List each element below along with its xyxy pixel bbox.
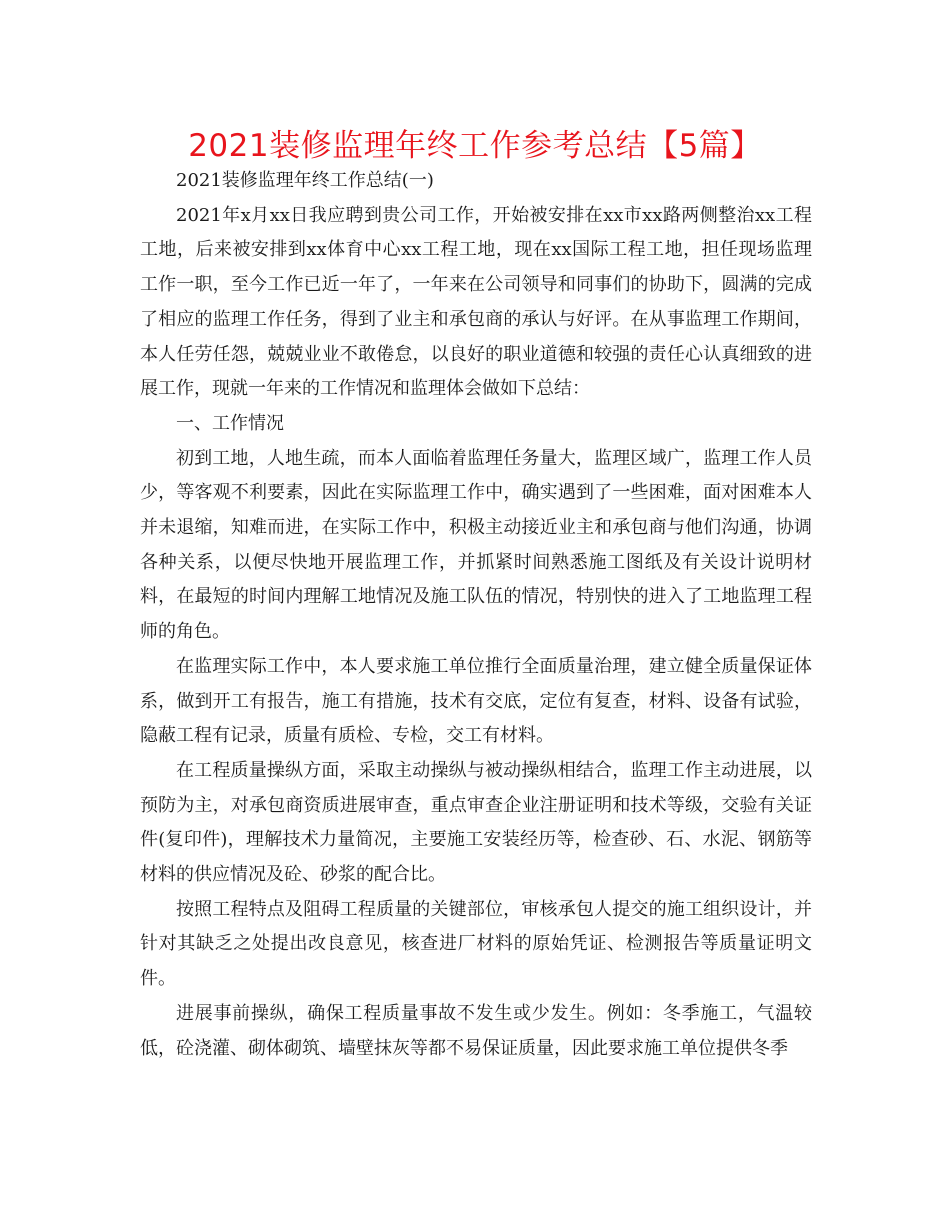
paragraph: 按照工程特点及阻碍工程质量的关键部位，审核承包人提交的施工组织设计，并针对其缺乏之处提出改良意见，核查进厂材料的原始凭证、检测报告等质量证明文件。 xyxy=(140,898,812,990)
paragraph: 2021年x月xx日我应聘到贵公司工作，开始被安排在xx市xx路两侧整治xx工程工地，后来被安排到xx体育中心xx工程工地，现在xx国际工程工地，担任现场监理工作一职，至今工作已近一年了，一年来在公司领导和同事们的协助下，圆满的完成了相应的监理工作任务，得到了业主和承包商的承认与好评。在从事监理工作期间，本人任劳任怨，兢兢业业不敢倦怠，以良好的职业道德和较强的责任心认真细致的进展工作，现就一年来的工作情况和监理体会做如下总结： xyxy=(140,204,812,400)
document-body xyxy=(140,164,812,1066)
document-title: 2021装修监理年终工作参考总结【5篇】 xyxy=(188,128,762,164)
section-heading: 2021装修监理年终工作总结(一) xyxy=(176,170,434,191)
subsection-heading: 一、工作情况 xyxy=(176,412,284,434)
paragraph: 初到工地，人地生疏，而本人面临着监理任务量大，监理区域广，监理工作人员少，等客观不利要素，因此在实际监理工作中，确实遇到了一些困难，面对困难本人并未退缩，知难而进，在实际工作中，积极主动接近业主和承包商与他们沟通，协调各种关系，以便尽快地开展监理工作，并抓紧时间熟悉施工图纸及有关设计说明材料，在最短的时间内理解工地情况及施工队伍的情况，特别快的进入了工地监理工程师的角色。 xyxy=(140,447,812,643)
paragraph: 在监理实际工作中，本人要求施工单位推行全面质量治理，建立健全质量保证体系，做到开工有报告，施工有措施，技术有交底，定位有复查，材料、设备有试验，隐蔽工程有记录，质量有质检、专检，交工有材料。 xyxy=(140,655,812,747)
paragraph: 在工程质量操纵方面，采取主动操纵与被动操纵相结合，监理工作主动进展，以预防为主，对承包商资质进展审查，重点审查企业注册证明和技术等级，交验有关证件(复印件)，理解技术力量简况，主要施工安装经历等，检查砂、石、水泥、钢筋等材料的供应情况及砼、砂浆的配合比。 xyxy=(140,759,812,886)
paragraph: 进展事前操纵，确保工程质量事故不发生或少发生。例如：冬季施工，气温较低，砼浇灌、砌体砌筑、墙壁抹灰等都不易保证质量，因此要求施工单位提供冬季 xyxy=(140,1002,812,1059)
